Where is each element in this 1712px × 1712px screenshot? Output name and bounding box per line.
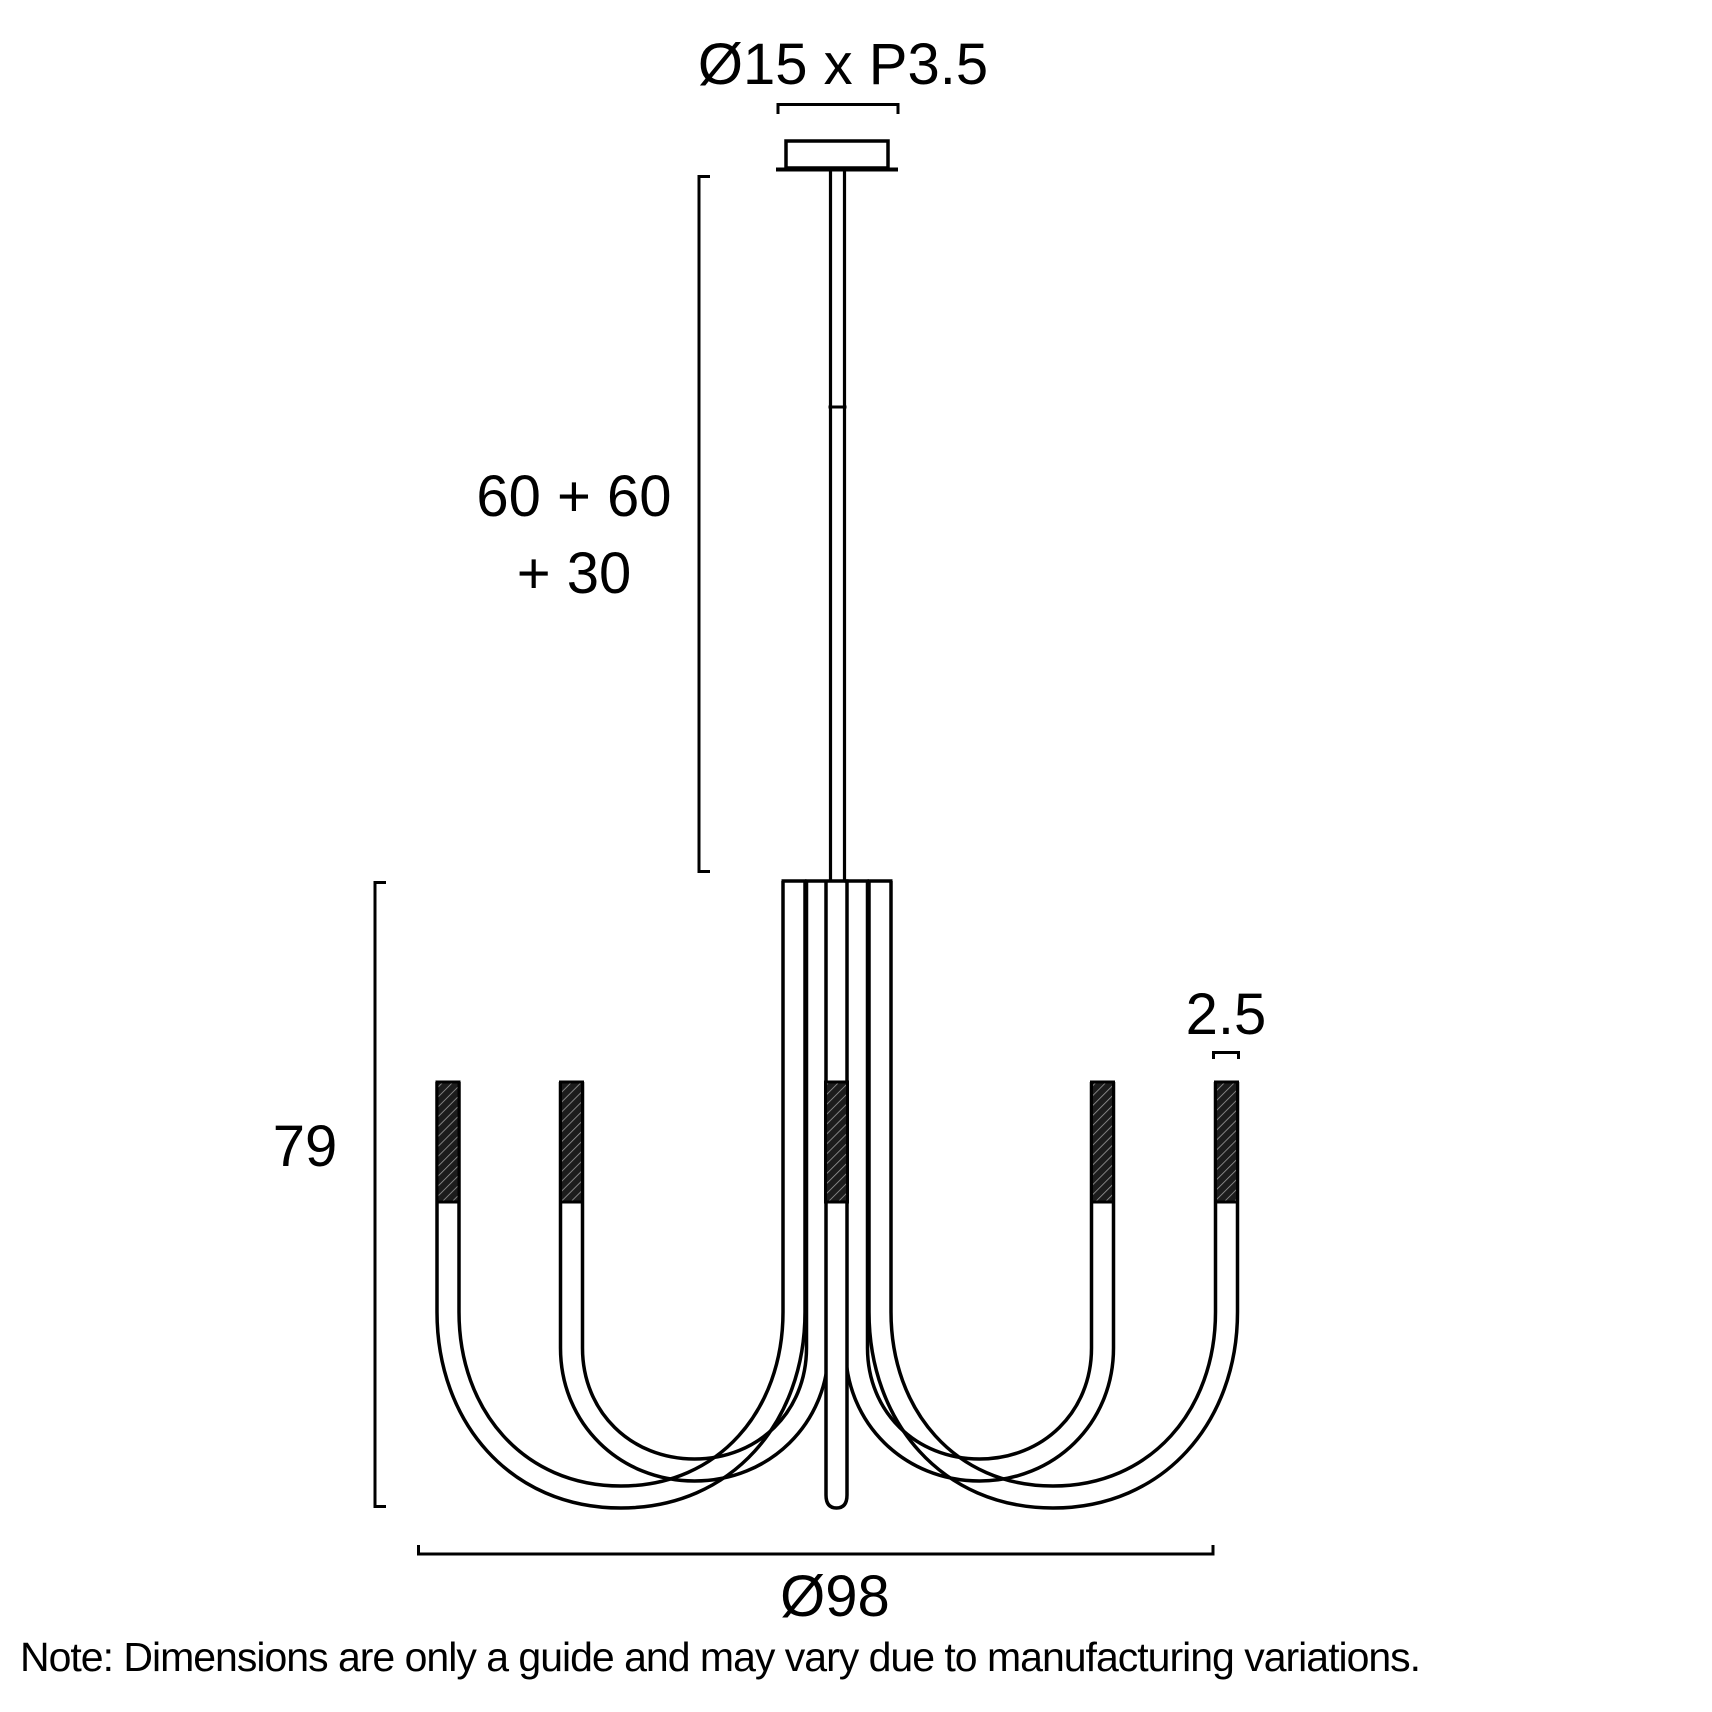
arm-left-inner: [561, 881, 829, 1481]
body-height-dim-line: [375, 883, 386, 1507]
arm-right-inner: [846, 881, 1114, 1481]
lamp-tip-icon: [826, 1082, 848, 1202]
tip-dim-bracket: [1214, 1053, 1239, 1060]
arm-left-outer: [437, 881, 805, 1508]
rod-length-line2: + 30: [516, 541, 632, 606]
body-height-dimension-label: 79: [272, 1114, 338, 1179]
manufacturing-note: Note: Dimensions are only a guide and may vary due to manufacturing variations.: [20, 1634, 1421, 1680]
overall-diameter-dimension-label: Ø98: [780, 1564, 890, 1629]
canopy-dim-bracket: [778, 105, 898, 115]
rod-length-dim-line: [699, 177, 710, 872]
arm-right-outer: [869, 881, 1238, 1508]
diameter-dim-line: [419, 1545, 1214, 1554]
lamp-tip-icon: [1216, 1082, 1238, 1202]
lamp-tip-icon: [1092, 1082, 1114, 1202]
canopy-dimension-label: Ø15 x P3.5: [697, 32, 989, 97]
ceiling-canopy: [776, 141, 898, 170]
rod-length-line1: 60 + 60: [476, 464, 672, 529]
rod-length-dimension-label: [476, 458, 671, 612]
lamp-tip-icon: [561, 1082, 583, 1202]
lamp-tip-icon: [437, 1082, 459, 1202]
tube-diameter-dimension-label: 2.5: [1185, 982, 1267, 1047]
lamp-tips: [437, 1082, 1238, 1202]
suspension-rod: [829, 169, 847, 881]
